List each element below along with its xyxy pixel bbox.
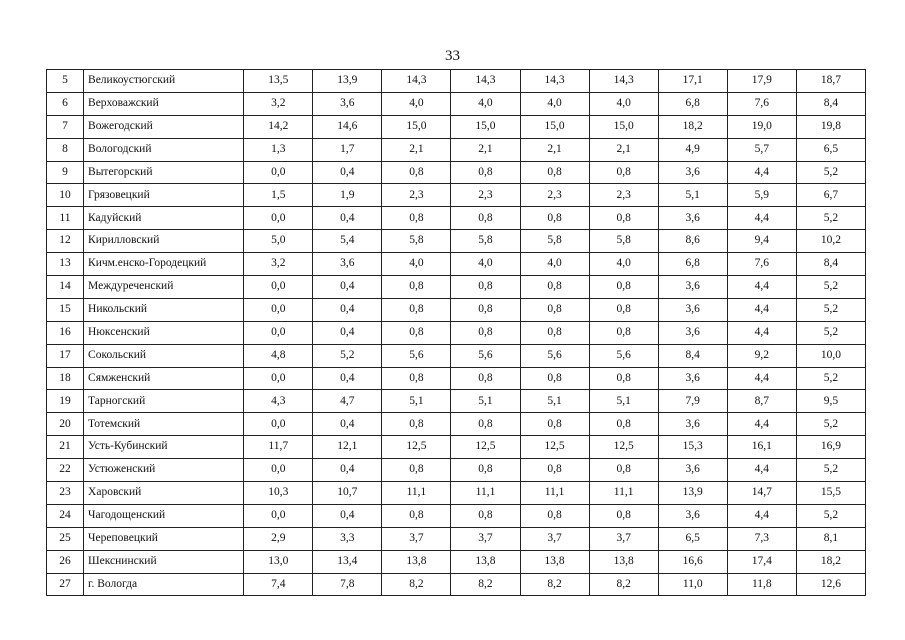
value-cell: 5,6	[520, 344, 589, 367]
value-cell: 0,4	[313, 413, 382, 436]
value-cell: 0,8	[451, 276, 520, 299]
value-cell: 0,8	[520, 413, 589, 436]
value-cell: 7,6	[727, 92, 796, 115]
value-cell: 3,7	[451, 527, 520, 550]
value-cell: 3,6	[313, 92, 382, 115]
value-cell: 5,1	[520, 390, 589, 413]
table-row	[47, 253, 866, 276]
table-row	[47, 482, 866, 505]
value-cell: 0,8	[451, 298, 520, 321]
row-number-cell: 19	[47, 390, 84, 413]
value-cell: 0,8	[382, 161, 451, 184]
value-cell: 0,0	[244, 298, 313, 321]
value-cell: 0,4	[313, 298, 382, 321]
row-number-cell: 6	[47, 92, 84, 115]
table-row	[47, 161, 866, 184]
value-cell: 8,2	[382, 573, 451, 596]
value-cell: 0,0	[244, 321, 313, 344]
table-body	[47, 70, 866, 596]
value-cell: 1,9	[313, 184, 382, 207]
value-cell: 0,4	[313, 276, 382, 299]
row-number-cell: 14	[47, 276, 84, 299]
row-number-cell: 25	[47, 527, 84, 550]
table-row	[47, 344, 866, 367]
value-cell: 0,8	[520, 367, 589, 390]
value-cell: 3,6	[658, 459, 727, 482]
value-cell: 3,6	[658, 413, 727, 436]
value-cell: 0,4	[313, 367, 382, 390]
value-cell: 14,3	[520, 70, 589, 93]
value-cell: 4,4	[727, 367, 796, 390]
value-cell: 8,2	[589, 573, 658, 596]
value-cell: 5,8	[520, 230, 589, 253]
value-cell: 5,2	[796, 298, 865, 321]
value-cell: 0,8	[382, 321, 451, 344]
value-cell: 14,3	[589, 70, 658, 93]
value-cell: 5,1	[382, 390, 451, 413]
table-row	[47, 207, 866, 230]
value-cell: 4,4	[727, 298, 796, 321]
table-row	[47, 115, 866, 138]
value-cell: 12,5	[451, 436, 520, 459]
value-cell: 17,4	[727, 550, 796, 573]
value-cell: 0,8	[520, 207, 589, 230]
value-cell: 7,4	[244, 573, 313, 596]
value-cell: 3,7	[520, 527, 589, 550]
row-number-cell: 12	[47, 230, 84, 253]
district-name-cell: Сямженский	[84, 367, 244, 390]
value-cell: 5,2	[796, 321, 865, 344]
row-number-cell: 5	[47, 70, 84, 93]
value-cell: 12,6	[796, 573, 865, 596]
value-cell: 0,8	[589, 207, 658, 230]
value-cell: 14,3	[382, 70, 451, 93]
value-cell: 5,6	[382, 344, 451, 367]
value-cell: 4,0	[520, 253, 589, 276]
value-cell: 5,2	[796, 161, 865, 184]
value-cell: 0,8	[589, 276, 658, 299]
value-cell: 2,3	[451, 184, 520, 207]
value-cell: 3,6	[313, 253, 382, 276]
value-cell: 5,2	[796, 413, 865, 436]
value-cell: 4,0	[451, 253, 520, 276]
value-cell: 5,6	[451, 344, 520, 367]
district-name-cell: Тарногский	[84, 390, 244, 413]
table-row	[47, 527, 866, 550]
district-name-cell: г. Вологда	[84, 573, 244, 596]
value-cell: 4,0	[520, 92, 589, 115]
value-cell: 13,8	[520, 550, 589, 573]
value-cell: 0,8	[520, 459, 589, 482]
value-cell: 7,3	[727, 527, 796, 550]
value-cell: 4,8	[244, 344, 313, 367]
value-cell: 5,2	[796, 367, 865, 390]
row-number-cell: 9	[47, 161, 84, 184]
value-cell: 0,8	[382, 207, 451, 230]
value-cell: 10,3	[244, 482, 313, 505]
value-cell: 7,9	[658, 390, 727, 413]
table-row	[47, 92, 866, 115]
district-name-cell: Кичм.енско-Городецкий	[84, 253, 244, 276]
row-number-cell: 16	[47, 321, 84, 344]
value-cell: 15,0	[589, 115, 658, 138]
value-cell: 0,8	[520, 161, 589, 184]
row-number-cell: 15	[47, 298, 84, 321]
district-name-cell: Чагодощенский	[84, 504, 244, 527]
value-cell: 10,0	[796, 344, 865, 367]
district-name-cell: Вологодский	[84, 138, 244, 161]
value-cell: 4,4	[727, 459, 796, 482]
value-cell: 0,8	[451, 367, 520, 390]
value-cell: 17,9	[727, 70, 796, 93]
value-cell: 11,7	[244, 436, 313, 459]
value-cell: 5,1	[658, 184, 727, 207]
value-cell: 0,0	[244, 459, 313, 482]
value-cell: 5,8	[589, 230, 658, 253]
value-cell: 0,8	[451, 413, 520, 436]
table-row	[47, 184, 866, 207]
row-number-cell: 23	[47, 482, 84, 505]
value-cell: 0,8	[520, 276, 589, 299]
value-cell: 0,4	[313, 321, 382, 344]
value-cell: 8,4	[658, 344, 727, 367]
value-cell: 4,0	[589, 253, 658, 276]
value-cell: 4,4	[727, 207, 796, 230]
value-cell: 3,6	[658, 161, 727, 184]
district-name-cell: Устюженский	[84, 459, 244, 482]
value-cell: 0,0	[244, 207, 313, 230]
district-name-cell: Вожегодский	[84, 115, 244, 138]
value-cell: 9,5	[796, 390, 865, 413]
value-cell: 3,2	[244, 253, 313, 276]
value-cell: 3,6	[658, 207, 727, 230]
value-cell: 4,0	[451, 92, 520, 115]
value-cell: 0,8	[382, 413, 451, 436]
value-cell: 18,2	[658, 115, 727, 138]
district-name-cell: Кадуйский	[84, 207, 244, 230]
value-cell: 5,2	[313, 344, 382, 367]
value-cell: 5,0	[244, 230, 313, 253]
value-cell: 0,8	[589, 413, 658, 436]
value-cell: 19,0	[727, 115, 796, 138]
value-cell: 0,8	[451, 161, 520, 184]
value-cell: 11,1	[382, 482, 451, 505]
value-cell: 8,7	[727, 390, 796, 413]
value-cell: 3,3	[313, 527, 382, 550]
row-number-cell: 18	[47, 367, 84, 390]
value-cell: 4,4	[727, 504, 796, 527]
value-cell: 2,9	[244, 527, 313, 550]
value-cell: 18,7	[796, 70, 865, 93]
value-cell: 13,8	[382, 550, 451, 573]
value-cell: 0,8	[520, 504, 589, 527]
value-cell: 0,8	[451, 459, 520, 482]
value-cell: 14,3	[451, 70, 520, 93]
value-cell: 0,8	[589, 367, 658, 390]
district-values-table	[46, 69, 866, 596]
value-cell: 5,2	[796, 207, 865, 230]
value-cell: 17,1	[658, 70, 727, 93]
value-cell: 3,6	[658, 298, 727, 321]
value-cell: 11,8	[727, 573, 796, 596]
table-row	[47, 436, 866, 459]
table-row	[47, 573, 866, 596]
row-number-cell: 10	[47, 184, 84, 207]
row-number-cell: 8	[47, 138, 84, 161]
table-row	[47, 70, 866, 93]
value-cell: 7,6	[727, 253, 796, 276]
district-name-cell: Междуреченский	[84, 276, 244, 299]
value-cell: 6,5	[796, 138, 865, 161]
value-cell: 0,8	[589, 298, 658, 321]
district-name-cell: Шекснинский	[84, 550, 244, 573]
value-cell: 0,4	[313, 459, 382, 482]
value-cell: 2,3	[520, 184, 589, 207]
value-cell: 13,5	[244, 70, 313, 93]
value-cell: 16,1	[727, 436, 796, 459]
value-cell: 4,7	[313, 390, 382, 413]
value-cell: 11,1	[589, 482, 658, 505]
value-cell: 1,7	[313, 138, 382, 161]
value-cell: 4,4	[727, 321, 796, 344]
table-row	[47, 390, 866, 413]
value-cell: 13,8	[589, 550, 658, 573]
value-cell: 14,7	[727, 482, 796, 505]
value-cell: 8,2	[451, 573, 520, 596]
table-row	[47, 413, 866, 436]
value-cell: 0,8	[451, 321, 520, 344]
district-name-cell: Череповецкий	[84, 527, 244, 550]
table-row	[47, 459, 866, 482]
row-number-cell: 22	[47, 459, 84, 482]
value-cell: 4,3	[244, 390, 313, 413]
value-cell: 2,1	[520, 138, 589, 161]
value-cell: 0,0	[244, 161, 313, 184]
district-name-cell: Вытегорский	[84, 161, 244, 184]
row-number-cell: 13	[47, 253, 84, 276]
value-cell: 3,6	[658, 321, 727, 344]
value-cell: 6,8	[658, 92, 727, 115]
table-row	[47, 138, 866, 161]
value-cell: 3,6	[658, 367, 727, 390]
value-cell: 14,6	[313, 115, 382, 138]
value-cell: 0,4	[313, 207, 382, 230]
table-row	[47, 321, 866, 344]
value-cell: 0,8	[382, 367, 451, 390]
value-cell: 11,0	[658, 573, 727, 596]
value-cell: 0,8	[382, 276, 451, 299]
value-cell: 4,0	[382, 253, 451, 276]
value-cell: 6,7	[796, 184, 865, 207]
table-row	[47, 230, 866, 253]
table-row	[47, 550, 866, 573]
district-name-cell: Сокольский	[84, 344, 244, 367]
value-cell: 18,2	[796, 550, 865, 573]
value-cell: 4,4	[727, 276, 796, 299]
value-cell: 2,1	[589, 138, 658, 161]
page-number: 33	[445, 48, 460, 64]
value-cell: 0,8	[589, 504, 658, 527]
value-cell: 2,1	[451, 138, 520, 161]
value-cell: 9,2	[727, 344, 796, 367]
row-number-cell: 20	[47, 413, 84, 436]
value-cell: 4,4	[727, 413, 796, 436]
value-cell: 5,2	[796, 459, 865, 482]
value-cell: 13,0	[244, 550, 313, 573]
value-cell: 5,1	[589, 390, 658, 413]
row-number-cell: 26	[47, 550, 84, 573]
district-name-cell: Никольский	[84, 298, 244, 321]
value-cell: 11,1	[451, 482, 520, 505]
value-cell: 5,2	[796, 276, 865, 299]
value-cell: 8,1	[796, 527, 865, 550]
value-cell: 11,1	[520, 482, 589, 505]
value-cell: 8,4	[796, 253, 865, 276]
value-cell: 0,8	[589, 459, 658, 482]
value-cell: 15,0	[451, 115, 520, 138]
value-cell: 5,4	[313, 230, 382, 253]
value-cell: 0,8	[589, 161, 658, 184]
value-cell: 0,8	[451, 504, 520, 527]
value-cell: 8,2	[520, 573, 589, 596]
value-cell: 0,8	[382, 504, 451, 527]
value-cell: 2,1	[382, 138, 451, 161]
district-name-cell: Нюксенский	[84, 321, 244, 344]
value-cell: 4,0	[589, 92, 658, 115]
row-number-cell: 27	[47, 573, 84, 596]
value-cell: 0,0	[244, 276, 313, 299]
value-cell: 13,9	[658, 482, 727, 505]
value-cell: 3,6	[658, 276, 727, 299]
table-row	[47, 504, 866, 527]
value-cell: 16,9	[796, 436, 865, 459]
value-cell: 0,4	[313, 161, 382, 184]
district-name-cell: Харовский	[84, 482, 244, 505]
value-cell: 0,0	[244, 367, 313, 390]
value-cell: 2,3	[382, 184, 451, 207]
value-cell: 13,4	[313, 550, 382, 573]
value-cell: 0,8	[451, 207, 520, 230]
value-cell: 15,0	[520, 115, 589, 138]
district-name-cell: Великоустюгский	[84, 70, 244, 93]
table-row	[47, 298, 866, 321]
value-cell: 15,5	[796, 482, 865, 505]
value-cell: 16,6	[658, 550, 727, 573]
value-cell: 9,4	[727, 230, 796, 253]
value-cell: 12,5	[382, 436, 451, 459]
value-cell: 0,0	[244, 504, 313, 527]
row-number-cell: 21	[47, 436, 84, 459]
value-cell: 0,8	[589, 321, 658, 344]
value-cell: 0,8	[382, 459, 451, 482]
value-cell: 0,0	[244, 413, 313, 436]
row-number-cell: 11	[47, 207, 84, 230]
value-cell: 1,5	[244, 184, 313, 207]
value-cell: 3,7	[382, 527, 451, 550]
value-cell: 4,4	[727, 161, 796, 184]
value-cell: 15,3	[658, 436, 727, 459]
value-cell: 0,8	[520, 298, 589, 321]
value-cell: 5,9	[727, 184, 796, 207]
district-name-cell: Кирилловский	[84, 230, 244, 253]
district-name-cell: Верховажский	[84, 92, 244, 115]
value-cell: 4,9	[658, 138, 727, 161]
value-cell: 3,2	[244, 92, 313, 115]
value-cell: 5,8	[451, 230, 520, 253]
value-cell: 10,7	[313, 482, 382, 505]
value-cell: 5,8	[382, 230, 451, 253]
value-cell: 4,0	[382, 92, 451, 115]
value-cell: 6,5	[658, 527, 727, 550]
value-cell: 1,3	[244, 138, 313, 161]
value-cell: 5,2	[796, 504, 865, 527]
value-cell: 0,8	[382, 298, 451, 321]
value-cell: 5,1	[451, 390, 520, 413]
value-cell: 12,1	[313, 436, 382, 459]
value-cell: 13,9	[313, 70, 382, 93]
value-cell: 13,8	[451, 550, 520, 573]
value-cell: 3,7	[589, 527, 658, 550]
value-cell: 14,2	[244, 115, 313, 138]
value-cell: 5,6	[589, 344, 658, 367]
district-name-cell: Тотемский	[84, 413, 244, 436]
row-number-cell: 24	[47, 504, 84, 527]
table-row	[47, 276, 866, 299]
value-cell: 10,2	[796, 230, 865, 253]
row-number-cell: 17	[47, 344, 84, 367]
value-cell: 12,5	[589, 436, 658, 459]
value-cell: 7,8	[313, 573, 382, 596]
value-cell: 0,8	[520, 321, 589, 344]
value-cell: 6,8	[658, 253, 727, 276]
value-cell: 15,0	[382, 115, 451, 138]
value-cell: 8,6	[658, 230, 727, 253]
value-cell: 8,4	[796, 92, 865, 115]
value-cell: 3,6	[658, 504, 727, 527]
value-cell: 19,8	[796, 115, 865, 138]
value-cell: 0,4	[313, 504, 382, 527]
row-number-cell: 7	[47, 115, 84, 138]
district-name-cell: Грязовецкий	[84, 184, 244, 207]
value-cell: 2,3	[589, 184, 658, 207]
table-row	[47, 367, 866, 390]
value-cell: 12,5	[520, 436, 589, 459]
value-cell: 5,7	[727, 138, 796, 161]
district-name-cell: Усть-Кубинский	[84, 436, 244, 459]
